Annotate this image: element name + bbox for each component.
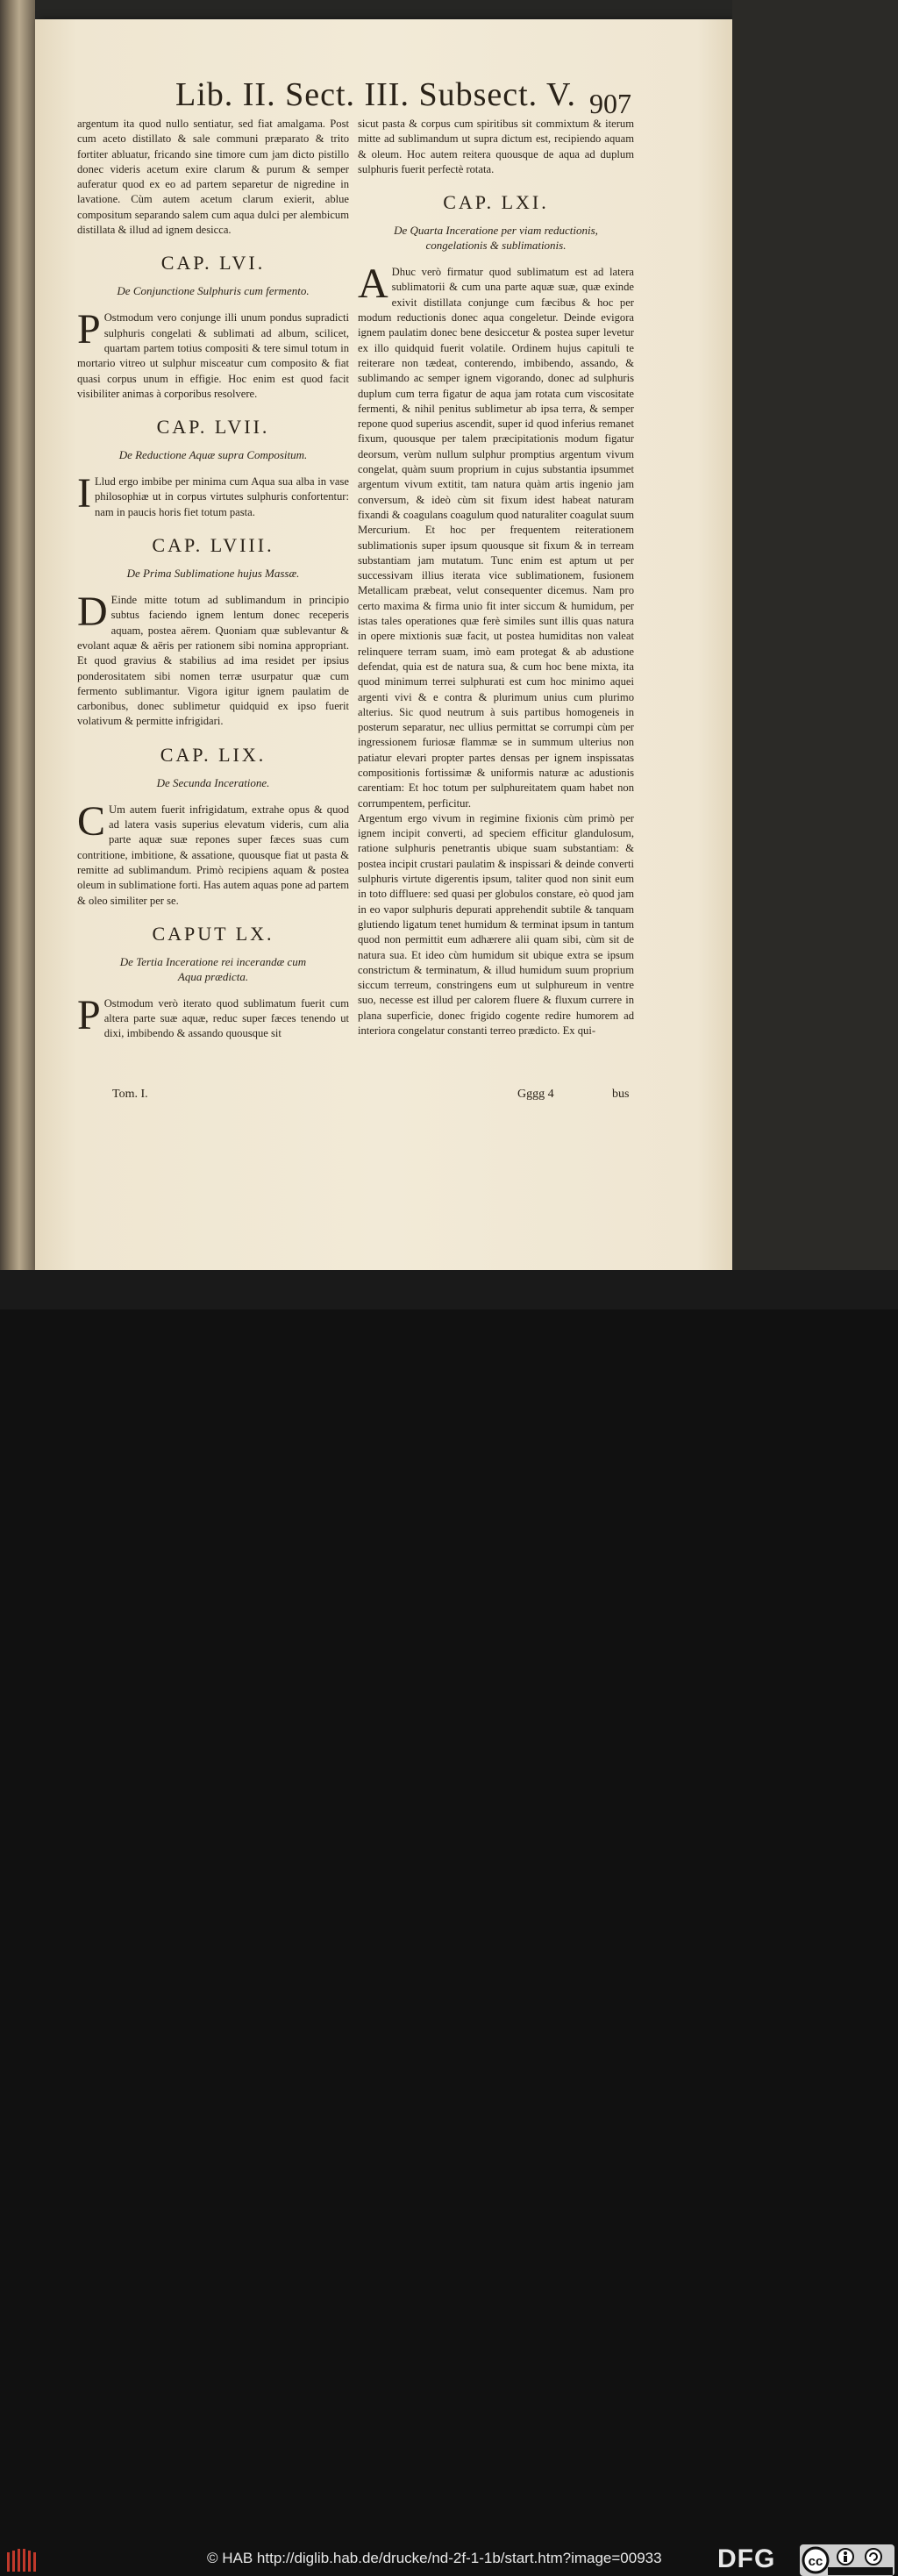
right-column xyxy=(358,117,634,1038)
footer-signature: Gggg 4 xyxy=(517,1088,554,1101)
chapter-subtitle: De Conjunctione Sulphuris cum fermento. xyxy=(117,284,310,298)
creative-commons-icon[interactable] xyxy=(800,2544,894,2576)
chapter-heading: CAP. LXI. xyxy=(443,191,549,214)
drop-cap: I xyxy=(77,470,91,517)
paragraph-text: Einde mitte totum ad sublimandum in principio subtus faciendo ignem lentum donec receperis aquam, postea aërem. Quoniam quæ sublevantur & evolant aquæ & aëris per rationem sibi nomina appropriant. Et quod gravius & stabilius ad ima residet per ipsius ponderositatem sibi nomen terræ usurpatur quæ cum fermento sublimantur. Vigora igitur ignem paulatim de carbonibus, donec sublimetur quidquid ex ipso fuerit volativum & permitte infrigidari. xyxy=(77,594,349,728)
chapter-heading: CAP. LVII. xyxy=(156,416,270,439)
paragraph-text: Dhuc verò firmatur quod sublimatum est ad latera sublimatorii & cum una parte aquæ suæ, quæ exinde exivit distillata conjunge cum fæcibus & hoc per modum reductionis donec aqua congeletur. Deinde evigora ignem paulatim donec bene desiccetur & postea super levetur ex illo quidquid fuerit volatile. Ordinem hujus capituli te reiterare non tædeat, conterendo, imbibendo, assando, & sublimando ac semper ignem vigorando, donec ad sulphuris duplum cum terra figatur de aqua jam rotata cum viscositate fermenti, & nihil penitus sublimetur ab ipsa terra, & semper repone quod superius ascendit, super id quod inferius remanet fixum, quousque per talem præcipitationis modum figatur deorsum, verùm nullum sulphur promptius argentum vivum congelat, quàm suum proprium in cujus substantia ipsummet argentum vivum extitit, tam natura quàm artis ingenio jam conversum, & ideò cùm sit fixum idest habeat naturam fixandi & coagulans coagulum quod naturaliter coagulat suum Mercurium. Et hoc per frequentem reiterationem sublimationis super ipsum quousque sit fixum & in terream substantiam jam mutatum. Tunc enim est aptum ut per successivam illius iterata vice sublimationem, fusionem Metallicam præbeat, velut consequenter dicemus. Nam pro certo maxima & firma unio fit inter siccum & humidum, per istas tales operationes quæ ferè similes sunt illis quas natura in opere mixtionis suæ facit, ut postea humiditas non valeat relinquere terram suam, imò eam protegat & ab adustione defendat, quia est de natura sua, & cum hoc bene mixta, ita quod minimum terrei sulphurati est cum hoc minimo aquei argenti vivi & e contra & plurimum unius cum plurimo alterius. Sic quod neutrum à suis partibus homogeneis in posterum separatur, nec ullius permittat se corrumpi cùm per ingressionem furiosæ flammæ se in summum ulterius non patiatur elevari propter partes densas per ignem inspissatas compositionis fortissimæ & uniformis naturæ ac adustionis carentiam: Et hoc totum per sulphureitatem quam habet non corrumpentem, perficitur. xyxy=(358,266,634,810)
chapter-heading: CAP. LVI. xyxy=(160,252,266,275)
drop-cap: A xyxy=(358,260,388,308)
paragraph-text: Argentum ergo vivum in regimine fixionis cùm primò per ignem incipit converti, ad speciem efficitur glandulosum, ratione sulphuris penetrantis ubique suam substantiam: & postea incipit crustari paulatim & inspissari & deinde converti sulphuris virtute digerentis ipsum, taliter quod non sinit eum in toto diffluere: sed quasi per globulos constare, eò quod jam in eo vapor sulphuris depurati apprehendit subtile & tanquam glutiendo ligatum tenet humidum & terminat ipsum in tantum quod non permittit eum adhærere alii quam sibi, cùm sit de natura sua. Et ideo cùm humidum sit ubique extra se ipsum constrictum & terminatum, & illud humidum suum proprium siccum terreum, constringens eum ut sulphureum in ventre suo, necesse est illud per calorem fluere & fluxum currere in plana superficie, donec frigido cogente redire humorem ad interiora congelatur constanti terreo prædicto. Ex qui- xyxy=(358,811,634,1038)
paragraph xyxy=(77,797,349,909)
paragraph xyxy=(77,117,349,238)
chapter-subtitle: De Quarta Inceratione per viam reductionis, congelationis & sublimationis. xyxy=(394,224,598,253)
page-number: 907 xyxy=(589,88,631,119)
chapter-subtitle: De Secunda Inceratione. xyxy=(156,775,270,789)
paragraph-text: Llud ergo imbibe per minima cum Aqua sua alba in vase philosophiæ ut in corpus virtutes sulphuris confortentur: nam in paucis horis fiet totum pasta. xyxy=(94,475,349,518)
paragraph-text: Ostmodum verò iterato quod sublimatum fuerit cum altera parte suæ aquæ, reduc super fæces tenendo ut dixi, imbibendo & assando quousque sit xyxy=(103,996,349,1040)
footer-catchword: bus xyxy=(612,1088,630,1101)
running-head: Lib. II. Sect. III. Subsect. V. xyxy=(175,76,577,113)
paragraph xyxy=(358,260,634,811)
scan-background xyxy=(732,0,898,1270)
drop-cap: P xyxy=(77,306,101,353)
svg-text:cc: cc xyxy=(808,2554,823,2569)
paragraph xyxy=(358,117,634,177)
scan-area xyxy=(0,0,898,1270)
chapter-heading: CAP. LIX. xyxy=(160,743,267,766)
chapter-subtitle: De Reductione Aquæ supra Compositum. xyxy=(118,448,308,462)
chapter-heading: CAPUT LX. xyxy=(152,922,274,945)
paragraph xyxy=(77,589,349,730)
chapter-subtitle: De Prima Sublimatione hujus Massæ. xyxy=(126,567,300,581)
dfg-logo: DFG xyxy=(717,2544,776,2573)
paragraph xyxy=(77,470,349,520)
paragraph-text: Ostmodum vero conjunge illi unum pondus supradicti sulphuris congelati & sublimati ad album, scilicet, quartam partem totius compositi & tere simul totum in mortario vitreo ut sulphur misceatur cum composito & fiat quasi corpus unum in effigie. Hoc enim est quod facit visibiliter animas à corporibus resolvere. xyxy=(77,311,349,400)
drop-cap: C xyxy=(77,797,106,845)
book-spine-edge xyxy=(0,0,35,1270)
paragraph xyxy=(77,306,349,402)
paragraph-text: argentum ita quod nullo sentiatur, sed fiat amalgama. Post cum aceto distillato & sale communi præparato & trito fortiter abluatur, fricando sine timore cum jam dicto pistillo donec videris acetum exire clarum & purum & semper auferatur quod ex eo ad partem separetur de nigredine in lavatione. Cùm autem acetum clarum exierit, ablue compositum separando salem cum aqua dulci per alembicum distillata & illud ad ignem desicca. xyxy=(77,118,349,237)
chapter-heading: CAP. LVIII. xyxy=(152,534,274,557)
copyright-link[interactable]: © HAB http://diglib.hab.de/drucke/nd-2f-1-1b/start.htm?image=00933 xyxy=(207,2550,662,2566)
drop-cap: D xyxy=(77,589,108,636)
paragraph-text: sicut pasta & corpus cum spiritibus sit commixtum & iterum mitte ad sublimandum ut supra dictum est, recipiendo aquam & oleum. Hoc autem reitera quousque de aqua ad duplum sulphuris fuerit perfectè rotata. xyxy=(358,118,634,175)
paragraph xyxy=(77,991,349,1042)
library-logo-icon xyxy=(5,2547,40,2573)
chapter-subtitle: De Tertia Inceratione rei incerandæ cum Aqua prædicta. xyxy=(119,954,307,983)
paragraph xyxy=(358,811,634,1038)
credit-bar xyxy=(0,1270,898,2573)
footer-volume: Tom. I. xyxy=(112,1088,148,1101)
paragraph-text: Um autem fuerit infrigidatum, extrahe opus & quod ad latera vasis superius elevatum videris, cum alia parte aquæ suæ repones super fæces suas cum contritione, imbitione, & assatione, quousque fiat ut pasta & remitte ad sublimandum. Primò recipiens aquam & postea oleum in sublimatione forti. Has autem aquas pone ad partem & oleo similiter per se. xyxy=(77,803,349,907)
drop-cap: P xyxy=(77,991,101,1038)
left-column xyxy=(77,117,349,1042)
